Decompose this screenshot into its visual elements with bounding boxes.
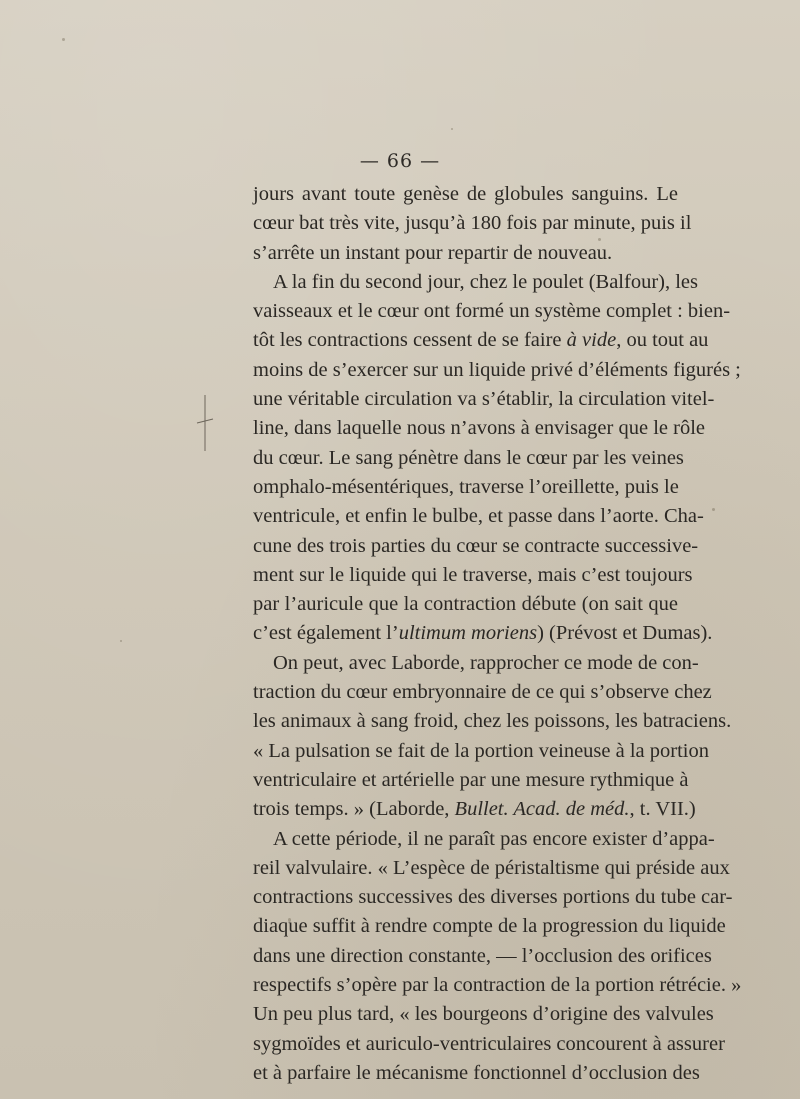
italic-text-run: à vide xyxy=(566,329,617,352)
text-line: ventricule, et enfin le bulbe, et passe dans l’aorte. Cha- xyxy=(253,505,704,528)
text-line: omphalo-mésentériques, traverse l’oreillette, puis le xyxy=(253,475,679,498)
text-line: par l’auricule que la contraction débute (on sait que xyxy=(253,593,678,616)
text-line: diaque suffit à rendre compte de la progression du liquide xyxy=(253,915,726,938)
text-line: sygmoïdes et auriculo-ventriculaires concourent à assurer xyxy=(253,1032,725,1055)
paper-speck xyxy=(712,508,715,511)
text-line: vaisseaux et le cœur ont formé un système complet : bien- xyxy=(253,300,731,323)
text-line: et à parfaire le mécanisme fonctionnel d’occlusion des xyxy=(253,1061,700,1084)
text-line: les animaux à sang froid, chez les poissons, les batraciens. xyxy=(253,710,732,733)
text-line: cune des trois parties du cœur se contracte successive- xyxy=(253,534,699,557)
text-run: ) (Prévost et Dumas). xyxy=(537,622,713,645)
text-line: s’arrête un instant pour repartir de nouveau. xyxy=(253,241,613,264)
text-line xyxy=(253,619,713,648)
text-line: une véritable circulation va s’établir, la circulation vitel- xyxy=(253,388,715,411)
page-number: — 66 — xyxy=(359,150,441,172)
text-run: tôt les contractions cessent de se faire xyxy=(253,329,567,352)
text-line: Un peu plus tard, « les bourgeons d’origine des valvules xyxy=(253,1003,714,1026)
text-line: A la fin du second jour, chez le poulet (Balfour), les xyxy=(273,270,698,293)
text-line: respectifs s’opère par la contraction de la portion rétrécie. » xyxy=(253,974,742,997)
text-line: ment sur le liquide qui le traverse, mais c’est toujours xyxy=(253,563,693,586)
text-run: c’est également l’ xyxy=(253,622,399,645)
text-line: A cette période, il ne paraît pas encore exister d’appa- xyxy=(273,827,715,850)
text-line: moins de s’exercer sur un liquide privé d’éléments figurés ; xyxy=(253,358,741,381)
text-line: cœur bat très vite, jusqu’à 180 fois par minute, puis il xyxy=(253,212,692,235)
text-line: line, dans laquelle nous n’avons à envisager que le rôle xyxy=(253,417,705,440)
body-text xyxy=(253,180,742,1088)
text-line: dans une direction constante, — l’occlusion des orifices xyxy=(253,944,712,967)
text-line: reil valvulaire. « L’espèce de péristaltisme qui préside aux xyxy=(253,856,730,879)
paper-speck xyxy=(62,38,65,41)
margin-pencil-mark xyxy=(195,393,215,453)
text-line: On peut, avec Laborde, rapprocher ce mode de con- xyxy=(273,651,699,674)
text-line xyxy=(253,795,696,824)
text-line: traction du cœur embryonnaire de ce qui s’observe chez xyxy=(253,681,712,704)
text-line xyxy=(253,326,709,355)
italic-text-run: Bullet. Acad. de méd. xyxy=(454,798,630,821)
text-run: , t. VII.) xyxy=(629,798,696,821)
text-run: , ou tout au xyxy=(616,329,709,352)
text-line: ventriculaire et artérielle par une mesure rythmique à xyxy=(253,768,689,791)
text-line: du cœur. Le sang pénètre dans le cœur par les veines xyxy=(253,446,684,469)
text-line: contractions successives des diverses portions du tube car- xyxy=(253,886,733,909)
italic-text-run: ultimum moriens xyxy=(398,622,538,645)
text-run: trois temps. » (Laborde, xyxy=(253,798,455,821)
paper-speck xyxy=(120,640,122,642)
text-line: jours avant toute genèse de globules sanguins. Le xyxy=(253,183,678,205)
paper-speck xyxy=(451,128,453,130)
text-line: « La pulsation se fait de la portion veineuse à la portion xyxy=(253,739,709,762)
